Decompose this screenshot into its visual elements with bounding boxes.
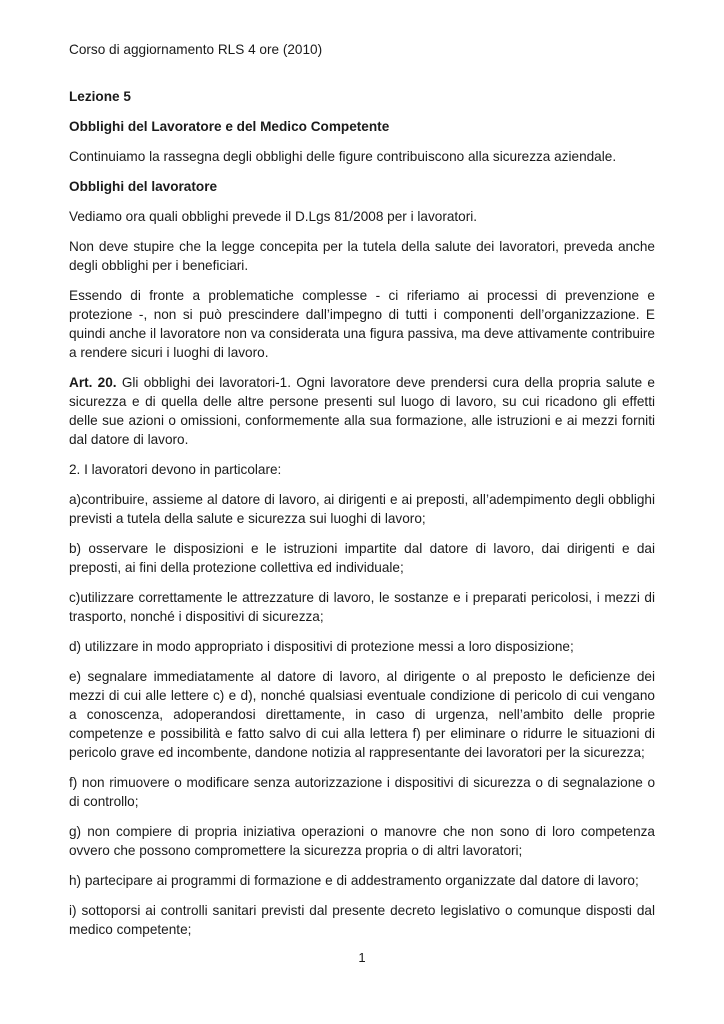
page-number: 1 <box>358 950 366 965</box>
list-item: f) non rimuovere o modificare senza autorizzazione i dispositivi di sicurezza o di segnalazione o di controllo; <box>69 775 655 809</box>
list-intro: 2. I lavoratori devono in particolare: <box>69 462 282 477</box>
list-item: h) partecipare ai programmi di formazione e di addestramento organizzate dal datore di lavoro; <box>69 873 639 888</box>
article-text: Gli obblighi dei lavoratori-1. Ogni lavoratore deve prendersi cura della propria salute e sicurezza e di quella delle altre persone presenti sul luogo di lavoro, su cui ricadono gli effetti delle sue azioni o omissioni, conformemente alla sua formazione, alle istruzioni e ai mezzi forniti dal datore di lavoro. <box>69 375 655 447</box>
document-header: Corso di aggiornamento RLS 4 ore (2010) <box>69 42 323 57</box>
section-title: Obblighi del Lavoratore e del Medico Competente <box>69 119 390 134</box>
article-paragraph <box>69 373 655 449</box>
list-item: d) utilizzare in modo appropriato i dispositivi di protezione messi a loro disposizione; <box>69 639 574 654</box>
subsection-title: Obblighi del lavoratore <box>69 179 218 194</box>
list-item: b) osservare le disposizioni e le istruzioni impartite dal datore di lavoro, dai dirigenti e dai preposti, ai fini della protezione collettiva ed individuale; <box>69 541 655 575</box>
list-item: e) segnalare immediatamente al datore di lavoro, al dirigente o al preposto le deficienze dei mezzi di cui alle lettere c) e d), nonché qualsiasi eventuale condizione di pericolo di cui vengano a conoscenza, adoperandosi direttamente, in caso di urgenza, nell’ambito delle proprie competenze e possibilità e fatto salvo di cui alla lettera f) per eliminare o ridurre le situazioni di pericolo grave ed incombente, dandone notizia al rappresentante dei lavoratori per la sicurezza; <box>69 669 655 760</box>
list-item: i) sottoporsi ai controlli sanitari previsti dal presente decreto legislativo o comunque disposti dal medico competente; <box>69 903 655 937</box>
article-label: Art. 20. <box>69 375 117 390</box>
list-item: a)contribuire, assieme al datore di lavoro, ai dirigenti e ai preposti, all’adempimento degli obblighi previsti a tutela della salute e sicurezza sui luoghi di lavoro; <box>69 492 655 526</box>
list-item: g) non compiere di propria iniziativa operazioni o manovre che non sono di loro competenza ovvero che possono compromettere la sicurezza propria o di altri lavoratori; <box>69 824 655 858</box>
paragraph: Vediamo ora quali obblighi prevede il D.Lgs 81/2008 per i lavoratori. <box>69 209 478 224</box>
paragraph: Non deve stupire che la legge concepita per la tutela della salute dei lavoratori, preveda anche degli obblighi per i beneficiari. <box>69 239 655 273</box>
list-item: c)utilizzare correttamente le attrezzature di lavoro, le sostanze e i preparati pericolosi, i mezzi di trasporto, nonché i dispositivi di sicurezza; <box>69 590 655 624</box>
document-page <box>69 40 655 950</box>
paragraph: Essendo di fronte a problematiche complesse - ci riferiamo ai processi di prevenzione e protezione -, non si può prescindere dall’impegno di tutti i componenti dell’organizzazione. E quindi anche il lavoratore non va considerata una figura passiva, ma deve attivamente contribuire a rendere sicuri i luoghi di lavoro. <box>69 288 655 360</box>
lesson-title: Lezione 5 <box>69 89 131 104</box>
intro-paragraph: Continuiamo la rassegna degli obblighi delle figure contribuiscono alla sicurezza aziendale. <box>69 149 617 164</box>
